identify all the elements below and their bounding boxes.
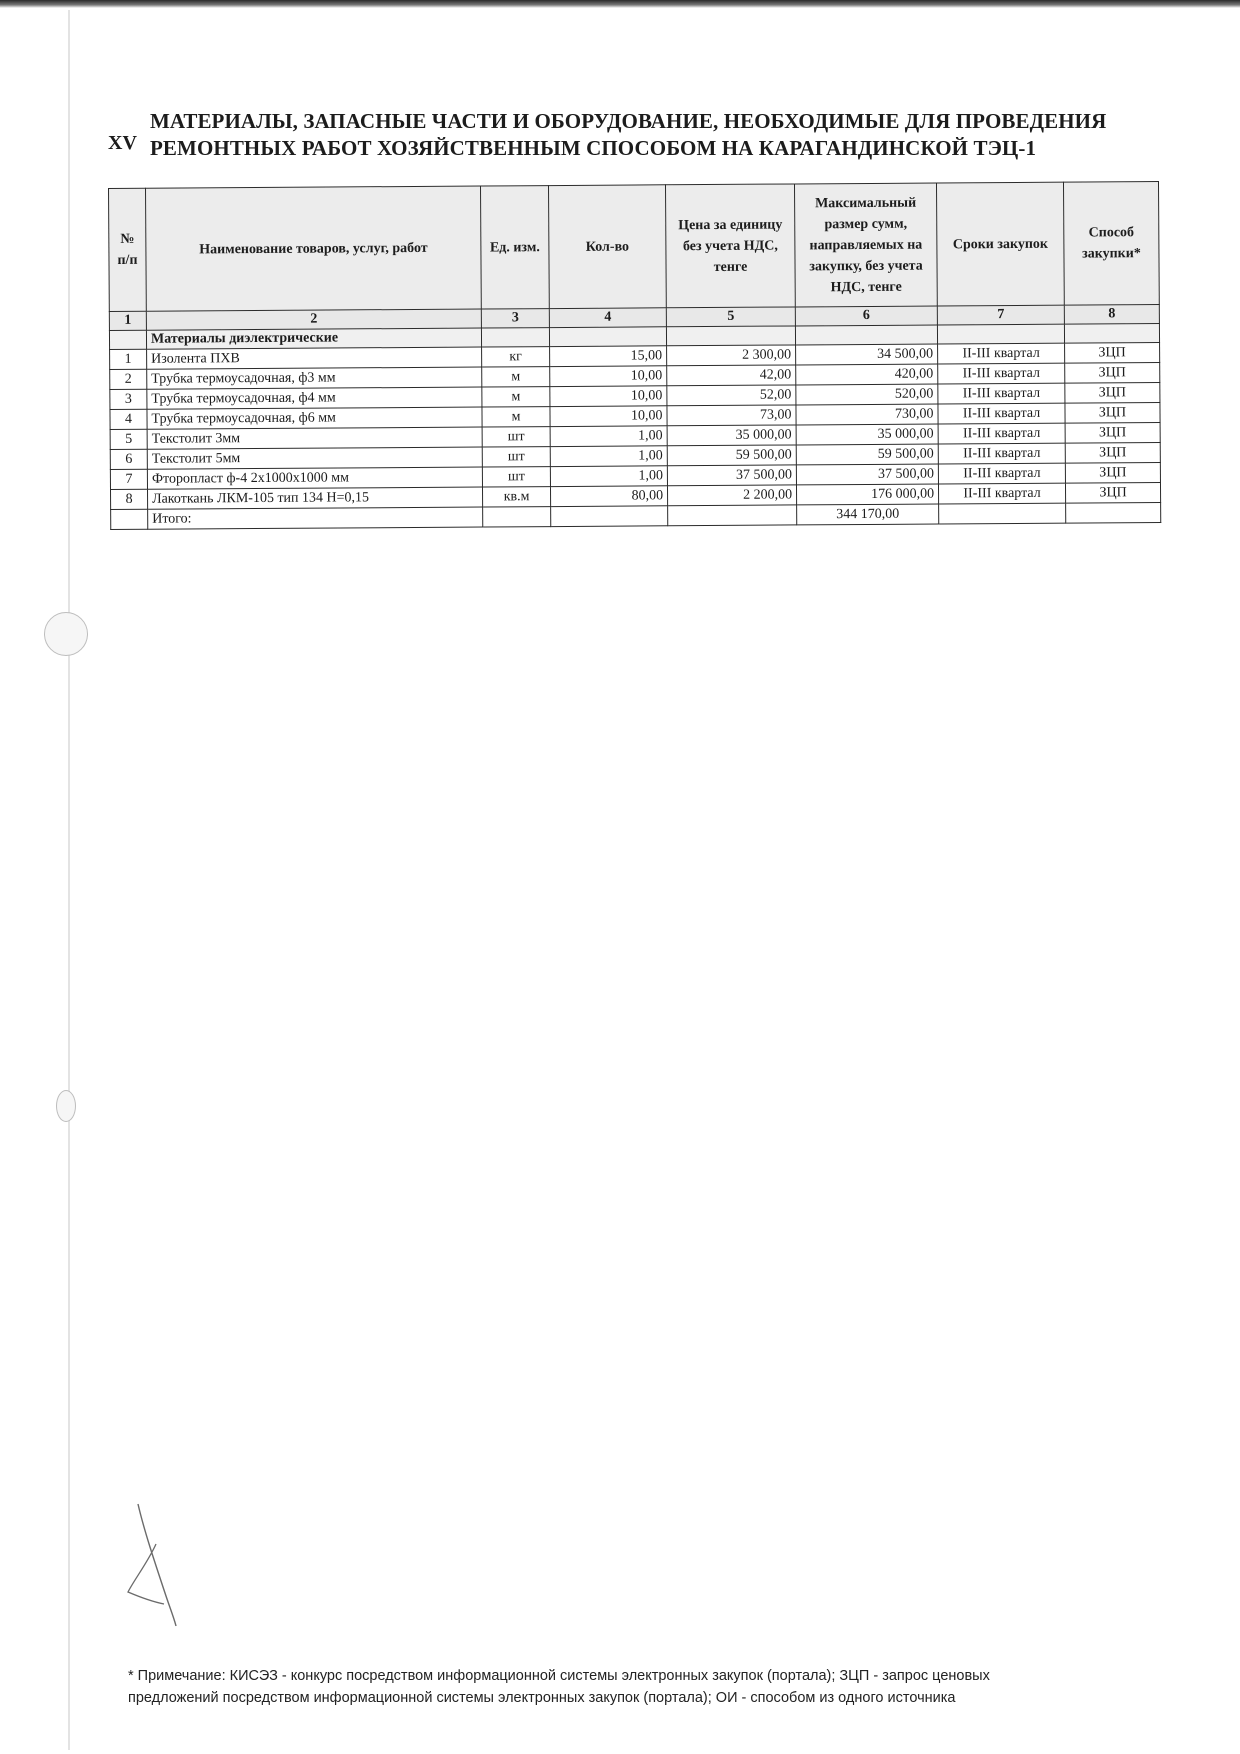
section-label: Материалы диэлектрические (146, 328, 481, 349)
footnote-line-2: предложений посредством информационной системы электронных закупок (портала); ОИ - способом из одного источника (128, 1690, 956, 1706)
row-name: Лакоткань ЛКМ-105 тип 134 Н=0,15 (147, 487, 482, 509)
row-unit: кг (482, 347, 550, 367)
row-qty: 1,00 (550, 426, 667, 447)
row-period: II-III квартал (938, 363, 1065, 384)
title-line-1: МАТЕРИАЛЫ, ЗАПАСНЫЕ ЧАСТИ И ОБОРУДОВАНИЕ, НЕОБХОДИМЫЕ ДЛЯ ПРОВЕДЕНИЯ (150, 109, 1107, 133)
row-index: 5 (110, 429, 147, 449)
scan-top-edge (0, 0, 1240, 8)
header-name: Наименование товаров, услуг, работ (146, 186, 482, 311)
row-name: Трубка термоусадочная, ф6 мм (147, 407, 482, 429)
row-price: 37 500,00 (667, 465, 796, 486)
row-index: 7 (110, 469, 147, 489)
row-period: II-III квартал (938, 423, 1065, 444)
column-number: 2 (146, 309, 481, 330)
row-method: ЗЦП (1065, 363, 1160, 384)
row-unit: шт (482, 427, 550, 447)
header-qty: Кол-во (548, 185, 666, 309)
row-price: 59 500,00 (667, 445, 796, 466)
header-index: № п/п (109, 188, 147, 311)
row-sum: 35 000,00 (796, 424, 938, 445)
row-unit: м (482, 387, 550, 407)
handwritten-signature (120, 1500, 190, 1630)
footnote (128, 1665, 1128, 1709)
row-price: 73,00 (667, 405, 796, 426)
footnote-line-1: * Примечание: КИСЭЗ - конкурс посредством информационной системы электронных закупок (портала); ЗЦП - запрос ценовых (128, 1668, 990, 1684)
row-index: 3 (110, 389, 147, 409)
row-method: ЗЦП (1065, 423, 1160, 444)
row-qty: 10,00 (550, 406, 667, 427)
row-method: ЗЦП (1065, 343, 1160, 364)
row-period: II-III квартал (938, 483, 1065, 504)
row-price: 2 200,00 (667, 485, 796, 506)
row-method: ЗЦП (1065, 443, 1160, 464)
row-price: 52,00 (667, 385, 796, 406)
row-period: II-III квартал (938, 463, 1065, 484)
row-method: ЗЦП (1065, 463, 1160, 484)
row-qty: 10,00 (550, 386, 667, 407)
total-value: 344 170,00 (797, 504, 939, 525)
row-method: ЗЦП (1065, 483, 1160, 504)
row-sum: 176 000,00 (796, 484, 938, 505)
row-sum: 420,00 (796, 364, 938, 385)
page-title (150, 108, 1106, 162)
row-name: Текстолит 5мм (147, 447, 482, 469)
row-sum: 34 500,00 (796, 344, 938, 365)
row-sum: 730,00 (796, 404, 938, 425)
row-period: II-III квартал (938, 403, 1065, 424)
row-price: 2 300,00 (667, 345, 796, 366)
row-name: Изолента ПХВ (147, 347, 482, 369)
header-unit: Ед. изм. (480, 186, 549, 309)
row-unit: шт (482, 447, 550, 467)
procurement-table (108, 181, 1161, 530)
row-index: 4 (110, 409, 147, 429)
row-name: Фторопласт ф-4 2х1000х1000 мм (147, 467, 482, 489)
row-name: Трубка термоусадочная, ф4 мм (147, 387, 482, 409)
row-qty: 10,00 (550, 366, 667, 387)
header-period: Сроки закупок (936, 182, 1064, 306)
row-unit: м (482, 367, 550, 387)
document-header (108, 108, 1148, 168)
punch-hole-lower (56, 1090, 76, 1122)
row-period: II-III квартал (938, 343, 1065, 364)
header-method: Способ закупки* (1063, 182, 1159, 306)
row-sum: 37 500,00 (796, 464, 938, 485)
row-method: ЗЦП (1065, 403, 1160, 424)
row-name: Трубка термоусадочная, ф3 мм (147, 367, 482, 389)
title-line-2: РЕМОНТНЫХ РАБОТ ХОЗЯЙСТВЕННЫМ СПОСОБОМ НА КАРАГАНДИНСКОЙ ТЭЦ-1 (150, 136, 1037, 160)
row-name: Текстолит 3мм (147, 427, 482, 449)
row-sum: 520,00 (796, 384, 938, 405)
row-sum: 59 500,00 (796, 444, 938, 465)
row-index: 1 (110, 349, 147, 369)
row-period: II-III квартал (938, 383, 1065, 404)
page-left-edge (68, 10, 70, 1750)
column-number: 3 (481, 309, 549, 328)
row-qty: 1,00 (550, 446, 667, 467)
table-header-row (109, 182, 1160, 312)
column-number: 8 (1064, 305, 1159, 325)
row-unit: кв.м (482, 487, 550, 507)
section-number: XV (108, 132, 137, 154)
row-period: II-III квартал (938, 443, 1065, 464)
punch-hole-upper (44, 612, 88, 656)
row-price: 35 000,00 (667, 425, 796, 446)
row-unit: м (482, 407, 550, 427)
column-number: 7 (937, 305, 1064, 325)
column-number: 6 (795, 306, 937, 326)
row-qty: 1,00 (550, 466, 667, 487)
column-number: 1 (109, 311, 146, 330)
column-number: 4 (549, 308, 666, 328)
header-price: Цена за единицу без учета НДС, тенге (665, 184, 795, 308)
column-number: 5 (666, 307, 795, 327)
row-index: 2 (110, 369, 147, 389)
row-qty: 80,00 (550, 486, 667, 507)
row-price: 42,00 (667, 365, 796, 386)
total-label: Итого: (148, 507, 483, 529)
row-index: 8 (110, 489, 147, 509)
row-index: 6 (110, 449, 147, 469)
row-method: ЗЦП (1065, 383, 1160, 404)
row-unit: шт (482, 467, 550, 487)
header-sum: Максимальный размер сумм, направляемых на закупку, без учета НДС, тенге (794, 183, 937, 307)
row-qty: 15,00 (550, 346, 667, 367)
